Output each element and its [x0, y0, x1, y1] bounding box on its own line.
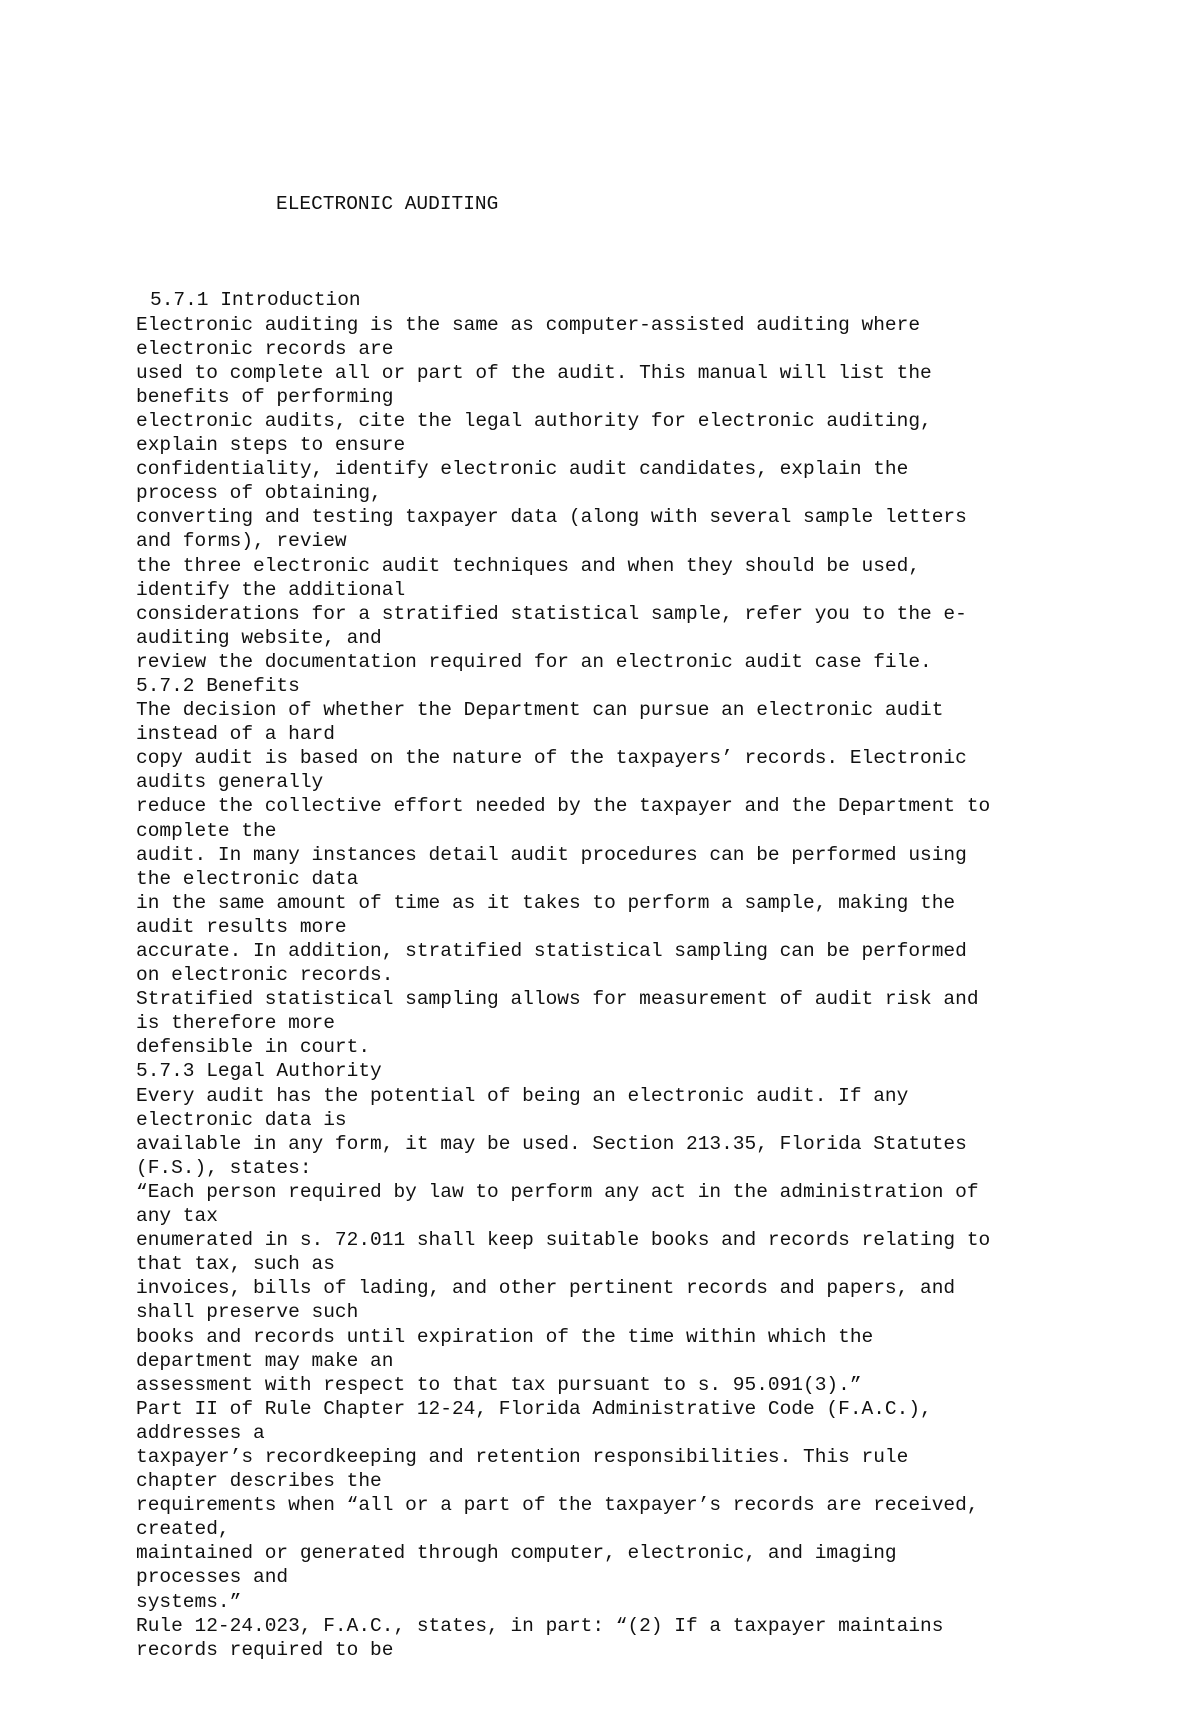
document-lines — [136, 288, 1136, 1661]
text-line: electronic data is — [136, 1108, 347, 1131]
text-line: any tax — [136, 1205, 218, 1228]
text-line: audits generally — [136, 771, 324, 794]
text-line: that tax, such as — [136, 1253, 335, 1276]
text-line: books and records until expiration of the time within which the — [136, 1325, 874, 1348]
text-line: department may make an — [136, 1349, 394, 1372]
text-line: invoices, bills of lading, and other pertinent records and papers, and — [136, 1277, 956, 1300]
text-line: auditing website, and — [136, 626, 382, 649]
text-line: used to complete all or part of the audit. This manual will list the — [136, 361, 932, 384]
text-line: Stratified statistical sampling allows for measurement of audit risk and — [136, 988, 979, 1011]
text-line: processes and — [136, 1566, 289, 1589]
text-line: electronic records are — [136, 337, 394, 360]
text-line: Electronic auditing is the same as computer-assisted auditing where — [136, 313, 921, 336]
text-line: “Each person required by law to perform any act in the administration of — [136, 1180, 979, 1203]
text-line: process of obtaining, — [136, 482, 382, 505]
text-line: 5.7.2 Benefits — [136, 674, 300, 697]
text-line: the electronic data — [136, 867, 359, 890]
text-line: created, — [136, 1518, 230, 1541]
text-line: shall preserve such — [136, 1301, 359, 1324]
text-line: benefits of performing — [136, 385, 394, 408]
text-line: chapter describes the — [136, 1470, 382, 1493]
text-line: available in any form, it may be used. Section 213.35, Florida Statutes — [136, 1132, 967, 1155]
text-line: review the documentation required for an electronic audit case file. — [136, 650, 932, 673]
text-line: (F.S.), states: — [136, 1156, 312, 1179]
text-line: Every audit has the potential of being an electronic audit. If any — [136, 1084, 909, 1107]
text-line: The decision of whether the Department can pursue an electronic audit — [136, 699, 944, 722]
text-line: taxpayer’s recordkeeping and retention responsibilities. This rule — [136, 1445, 909, 1468]
text-line: identify the additional — [136, 578, 406, 601]
text-line: considerations for a stratified statistical sample, refer you to the e- — [136, 602, 967, 625]
text-line: Rule 12-24.023, F.A.C., states, in part: “(2) If a taxpayer maintains — [136, 1614, 944, 1637]
text-line: the three electronic audit techniques and when they should be used, — [136, 554, 921, 577]
text-line: 5.7.3 Legal Authority — [136, 1060, 382, 1083]
text-line: requirements when “all or a part of the taxpayer’s records are received, — [136, 1494, 979, 1517]
document-body — [136, 144, 1136, 1710]
text-line: explain steps to ensure — [136, 434, 406, 457]
text-line: Part II of Rule Chapter 12-24, Florida Administrative Code (F.A.C.), — [136, 1397, 932, 1420]
text-line: systems.” — [136, 1590, 242, 1613]
text-line: is therefore more — [136, 1012, 335, 1035]
text-line: copy audit is based on the nature of the taxpayers’ records. Electronic — [136, 747, 967, 770]
text-line: on electronic records. — [136, 964, 394, 987]
text-line: maintained or generated through computer, electronic, and imaging — [136, 1542, 897, 1565]
text-line: in the same amount of time as it takes to perform a sample, making the — [136, 891, 956, 914]
text-line: records required to be — [136, 1638, 394, 1661]
text-line: electronic audits, cite the legal authority for electronic auditing, — [136, 409, 932, 432]
text-line: addresses a — [136, 1421, 265, 1444]
section-heading: 5.7.1 Introduction — [150, 289, 361, 312]
text-line: and forms), review — [136, 530, 347, 553]
text-line: assessment with respect to that tax pursuant to s. 95.091(3).” — [136, 1373, 862, 1396]
text-line: audit. In many instances detail audit procedures can be performed using — [136, 843, 967, 866]
text-line: complete the — [136, 819, 277, 842]
text-line: confidentiality, identify electronic audit candidates, explain the — [136, 458, 909, 481]
text-line: defensible in court. — [136, 1036, 371, 1059]
text-line: instead of a hard — [136, 723, 335, 746]
page-title: ELECTRONIC AUDITING — [276, 193, 499, 216]
text-line: reduce the collective effort needed by the taxpayer and the Department to — [136, 795, 991, 818]
text-line: converting and testing taxpayer data (along with several sample letters — [136, 506, 967, 529]
text-line: enumerated in s. 72.011 shall keep suitable books and records relating to — [136, 1229, 991, 1252]
text-line: accurate. In addition, stratified statistical sampling can be performed — [136, 940, 967, 962]
text-line: audit results more — [136, 915, 347, 938]
